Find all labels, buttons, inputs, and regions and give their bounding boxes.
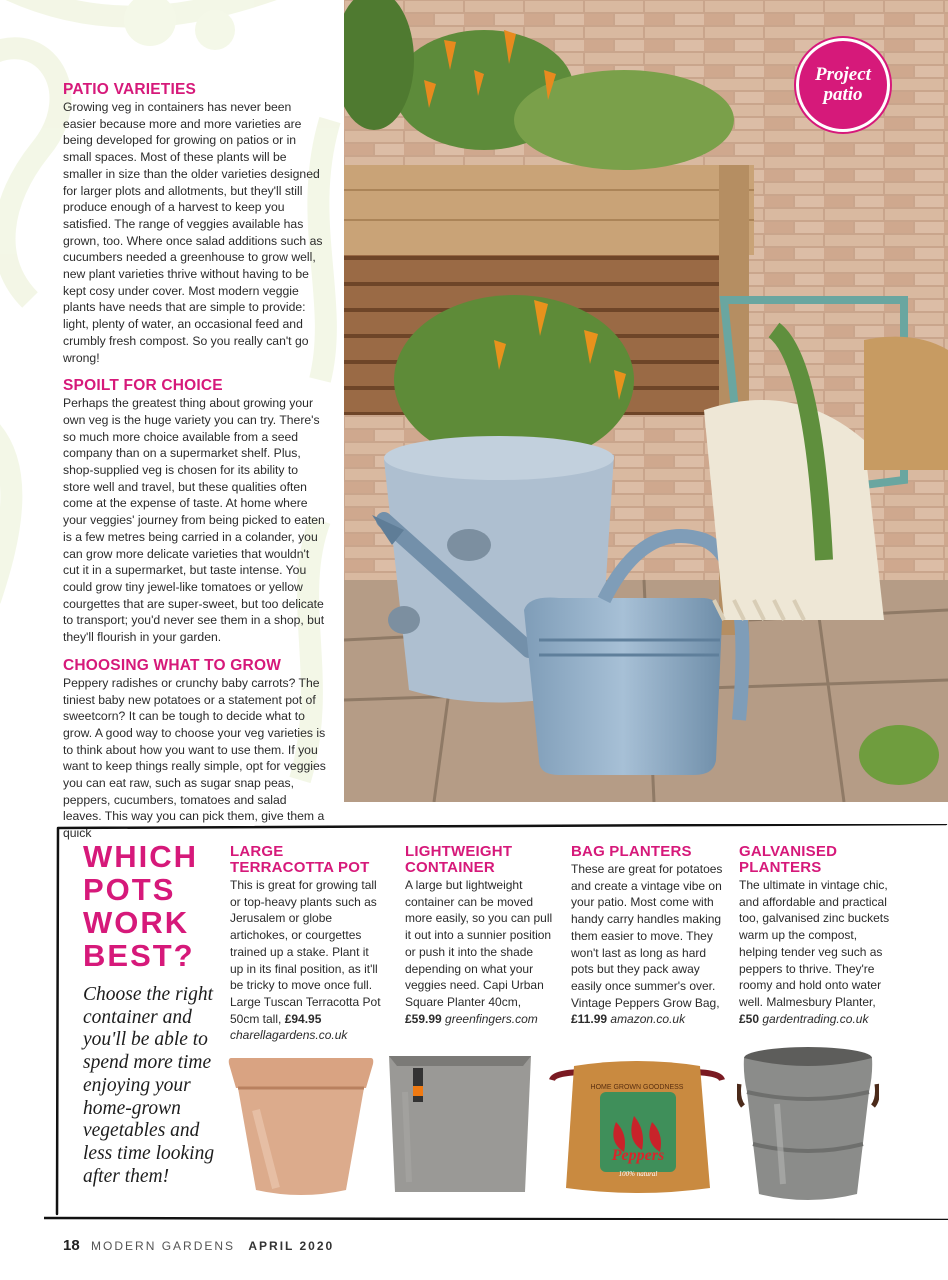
- pot-heading: BAG PLANTERS: [571, 843, 692, 860]
- magazine-name: MODERN GARDENS: [91, 1239, 236, 1253]
- section-body: Growing veg in containers has never been easier because more and more varieties are being developed for growing on patios or in small spaces. Most of these plants will be smaller in size than the older varieties designed for larger plots and allotments, but they'll still produce enough of a harvest to keep you satisfied. The range of veggies available has grown, too. Where once salad additions such as cucumbers needed a greenhouse to grow well, new plant varieties thrive without having to be kept cosy under cover. Most modern veggie plants have needs that are simple to provide: light, plenty of water, an occasional feed and crumbly fresh compost. So you really can't go wrong!: [63, 100, 323, 365]
- pot-card-galvanised: [739, 844, 891, 1027]
- pot-description: [405, 877, 557, 1027]
- section-heading: CHOOSING WHAT TO GROW: [63, 656, 282, 674]
- page-number: 18: [63, 1237, 80, 1254]
- project-patio-badge: [796, 38, 890, 132]
- pot-heading: LARGE TERRACOTTA POT: [230, 843, 370, 876]
- pot-retailer: charellagardens.co.uk: [230, 1028, 348, 1043]
- bag-label-top: HOME GROWN GOODNESS: [590, 1084, 684, 1091]
- grey-square-planter-image: [385, 1052, 535, 1197]
- section-spoilt-for-choice: [63, 376, 327, 646]
- pot-description: [739, 877, 891, 1027]
- galvanised-bucket-image: [737, 1044, 879, 1206]
- section-body: Perhaps the greatest thing about growing your own veg is the huge variety you can try. There's so much more choice available from a seed company than on a supermarket shelf. Plus, shop-supplied veg is chosen for its ability to store well and travel, but these qualities often come at the expense of taste. At home where your veggies' journey from being picked to eaten is a few metres being carried in a colander, you can grow more delicate varieties that wouldn't cut it in a supermarket, but taste intense. You could grow tiny jewel-like tomatoes or yellow courgettes that are super-sweet, but too delicate to transport; you'd never see them in a shop, but they'll flourish in your garden.: [63, 396, 325, 645]
- page-footer: [63, 1237, 334, 1254]
- pot-text: These are great for potatoes and create a vintage vibe on your patio. Most come with handy carry handles making them easier to move. They won't last as long as hard pots but they pack away easily once summer's over. Vintage Peppers Grow Bag,: [571, 862, 723, 1010]
- section-choosing-what-to-grow: [63, 656, 327, 842]
- pot-retailer: amazon.co.uk: [610, 1012, 686, 1027]
- pot-card-lightweight: [405, 844, 557, 1027]
- issue-date: APRIL 2020: [248, 1239, 335, 1253]
- pot-description: [230, 877, 382, 1044]
- bag-label-name: Peppers: [611, 1147, 665, 1164]
- article-text-column: [63, 74, 327, 852]
- section-body: Peppery radishes or crunchy baby carrots? The tiniest baby new potatoes or a statement pot of sweetcorn? It can be tough to decide what to grow. A good way to choose your veg varieties is to think about how you want to use them. If you want to keep things really simple, opt for veggies you can eat raw, such as sugar snap peas, peppers, cucumbers, tomatoes and salad leaves. This way you can pick them, give them a quick: [63, 675, 326, 841]
- pot-card-terracotta: [230, 844, 382, 1044]
- pot-text: The ultimate in vintage chic, and affordable and practical too, galvanised zinc buckets warm up the compost, helping tender veg such as peppers to thrive. They're roomy and hold onto water well. Malmesbury Planter,: [739, 878, 890, 1009]
- pot-retailer: gardentrading.co.uk: [762, 1011, 869, 1026]
- pot-price: £59.99: [405, 1011, 442, 1026]
- pot-description: [571, 861, 723, 1028]
- bag-label-sub: 100% natural: [618, 1170, 658, 1178]
- pot-heading: GALVANISED PLANTERS: [739, 843, 838, 876]
- pot-price: £11.99: [571, 1012, 608, 1027]
- pot-price: £50: [739, 1011, 760, 1026]
- section-patio-varieties: [63, 80, 327, 366]
- badge-line: patio: [823, 84, 863, 105]
- which-pots-title: WHICH POTS WORK BEST?: [83, 839, 199, 973]
- pot-text: This is great for growing tall or top-heavy plants such as Jerusalem or globe artichokes, or courgettes trained up a stake. Plant it up in its final position, as it'll be tricky to move once full. Large Tuscan Terracotta Pot 50cm tall,: [230, 878, 381, 1026]
- pot-text: A large but lightweight container can be moved more easily, so you can pull it out into a sunnier position or push it into the shade depending on what your veggies need. Capi Urban Square Planter 40cm,: [405, 878, 553, 1009]
- which-pots-intro: Choose the right container and you'll be able to spend more time enjoying your home-grown vegetables and less time looking after them!: [83, 984, 215, 1187]
- pot-card-bag-planters: [571, 844, 723, 1028]
- pot-retailer: greenfingers.com: [445, 1011, 538, 1026]
- peppers-grow-bag-image: [548, 1052, 726, 1198]
- pot-price: £94.95: [284, 1011, 322, 1026]
- section-heading: SPOILT FOR CHOICE: [63, 377, 223, 395]
- badge-line: Project: [815, 64, 871, 85]
- terracotta-pot-image: [226, 1050, 376, 1200]
- pot-heading: LIGHTWEIGHT CONTAINER: [405, 843, 513, 876]
- section-heading: PATIO VARIETIES: [63, 81, 197, 98]
